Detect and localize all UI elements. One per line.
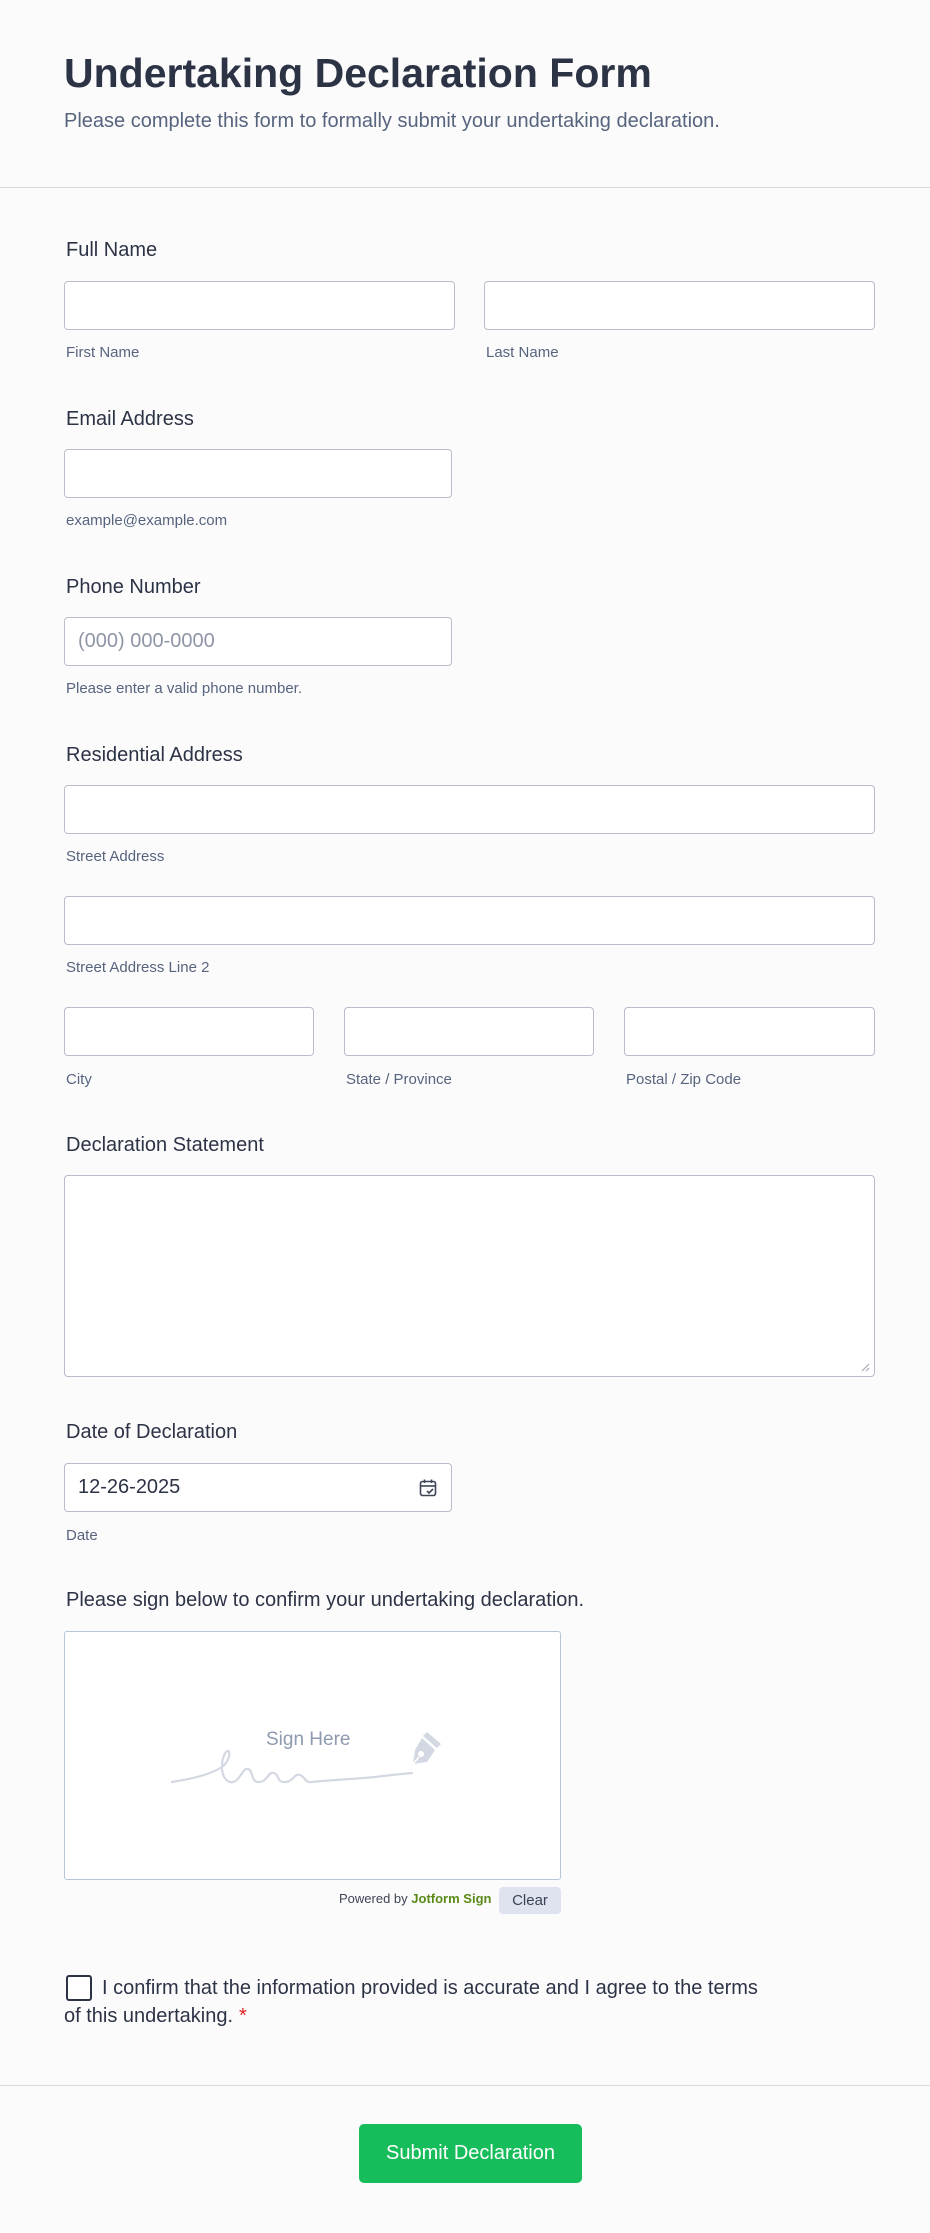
powered-by: Powered by Jotform Sign: [339, 1891, 492, 1906]
consent-label: I confirm that the information provided is accurate and I agree to the terms of this undertaking. *: [64, 1977, 758, 2027]
jotform-sign-brand[interactable]: Jotform Sign: [411, 1891, 492, 1906]
signature-pad[interactable]: [64, 1631, 561, 1880]
phone-placeholder: (000) 000-0000: [78, 630, 215, 652]
state-input[interactable]: [344, 1007, 594, 1056]
last-name-sublabel: Last Name: [486, 344, 559, 361]
clear-signature-button[interactable]: Clear: [499, 1887, 561, 1914]
footer-divider: [0, 2085, 930, 2086]
submit-button[interactable]: Submit Declaration: [359, 2124, 582, 2183]
street-address-line2-sublabel: Street Address Line 2: [66, 959, 210, 976]
phone-label: Phone Number: [66, 576, 201, 598]
full-name-label: Full Name: [66, 239, 158, 261]
sign-here-text: Sign Here: [266, 1729, 351, 1750]
required-mark: *: [239, 2005, 247, 2027]
street-address-sublabel: Street Address: [66, 848, 165, 865]
pen-nib-icon: [403, 1726, 449, 1772]
zip-input[interactable]: [624, 1007, 875, 1056]
first-name-sublabel: First Name: [66, 344, 140, 361]
email-field[interactable]: [64, 449, 452, 498]
date-sublabel: Date: [66, 1527, 98, 1544]
signature-label: Please sign below to confirm your undertaking declaration.: [66, 1589, 585, 1611]
phone-sublabel: Please enter a valid phone number.: [66, 680, 302, 697]
address-label: Residential Address: [66, 744, 243, 766]
declaration-textarea[interactable]: [64, 1175, 875, 1377]
city-input[interactable]: [64, 1007, 314, 1056]
phone-input[interactable]: [64, 617, 452, 666]
email-sublabel: example@example.com: [66, 512, 228, 529]
first-name-input[interactable]: [64, 281, 455, 330]
state-sublabel: State / Province: [346, 1071, 452, 1088]
last-name-input[interactable]: [484, 281, 875, 330]
zip-sublabel: Postal / Zip Code: [626, 1071, 742, 1088]
form-subtitle: Please complete this form to formally submit your undertaking declaration.: [64, 110, 720, 132]
date-label: Date of Declaration: [66, 1421, 238, 1443]
date-input[interactable]: [64, 1463, 452, 1512]
street-address-line2-input[interactable]: [64, 896, 875, 945]
form-title: Undertaking Declaration Form: [64, 50, 652, 96]
date-value: 12-26-2025: [78, 1476, 181, 1498]
declaration-label: Declaration Statement: [66, 1134, 264, 1156]
header-divider: [0, 187, 930, 188]
street-address-input[interactable]: [64, 785, 875, 834]
email-label: Email Address: [66, 408, 194, 430]
city-sublabel: City: [66, 1071, 92, 1088]
resize-handle-icon[interactable]: [861, 1363, 870, 1372]
calendar-icon[interactable]: [418, 1478, 438, 1498]
